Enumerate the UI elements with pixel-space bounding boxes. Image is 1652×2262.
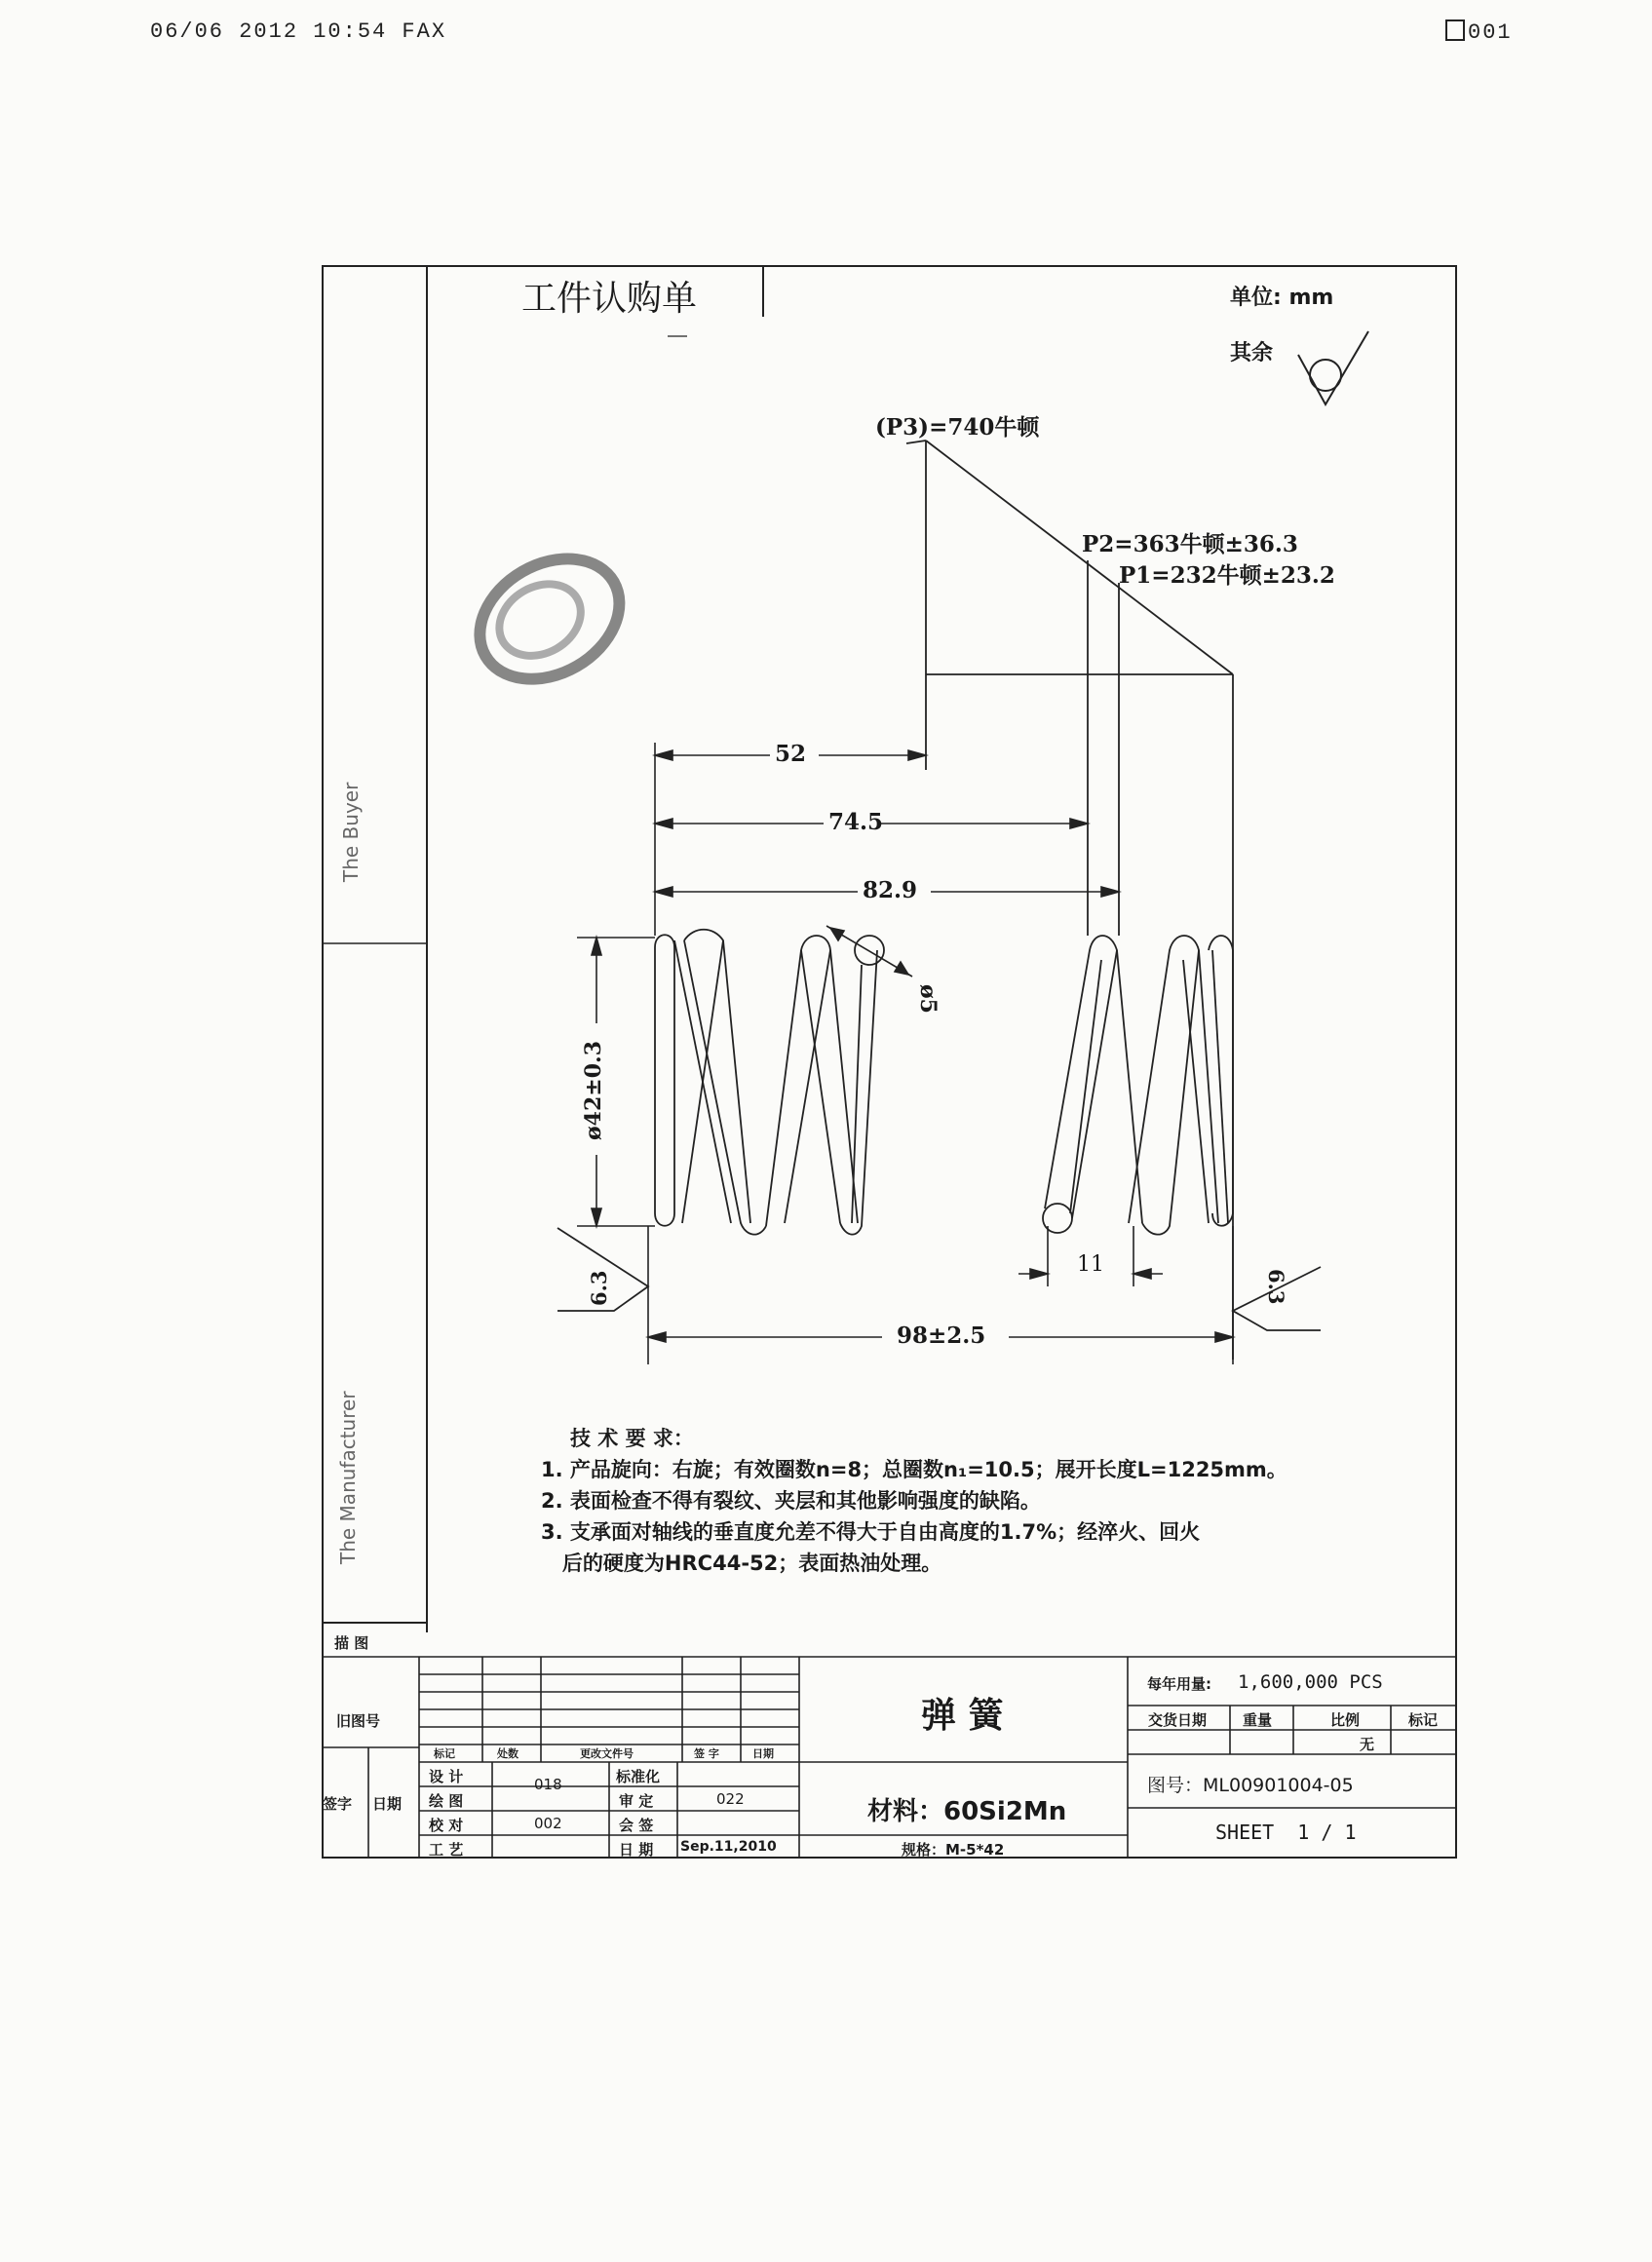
spring-right-section: [1043, 936, 1233, 1235]
roughness-symbol-rest: [1298, 331, 1368, 404]
tb-rev-header: 更改文件号: [580, 1747, 634, 1760]
dim-pitch: 11: [1077, 1252, 1104, 1277]
tech-requirement-item: 2. 表面检查不得有裂纹、夹层和其他影响强度的缺陷。: [541, 1489, 1041, 1513]
roughness-symbol-ends: [557, 1228, 1321, 1330]
dim-wire: ø5: [915, 984, 941, 1014]
tb-row-value: 002: [534, 1815, 562, 1832]
tech-requirement-item: 3. 支承面对轴线的垂直度允差不得大于自由高度的1.7%；经淬火、回火: [541, 1520, 1201, 1544]
tb-row-label2: 审 定: [619, 1792, 654, 1810]
tb-rev-header: 处数: [497, 1747, 519, 1760]
tb-rev-header: 签 字: [694, 1747, 719, 1760]
tb-row-label: 校 对: [429, 1817, 464, 1834]
label-p2: P2=363牛顿±36.3: [1082, 531, 1298, 557]
dim-52: 52: [775, 741, 807, 767]
dim-free-length: 98±2.5: [897, 1323, 986, 1349]
tb-row-value: 018: [534, 1776, 562, 1793]
tb-spec: 规格：M-5*42: [902, 1841, 1005, 1859]
unit-label: 单位: mm: [1230, 286, 1334, 310]
tb-sign: 签字: [323, 1795, 353, 1813]
dimension-lines: [577, 743, 1233, 1364]
tb-info-header: 标记: [1408, 1711, 1439, 1729]
tb-trace: 描 图: [334, 1634, 369, 1652]
tb-sheet: SHEET 1 / 1: [1215, 1821, 1357, 1844]
tb-row-label: 绘 图: [429, 1792, 464, 1810]
tb-material: 材料：60Si2Mn: [867, 1797, 1067, 1826]
tb-date: 日期: [372, 1795, 403, 1813]
tb-annual-qty: 1,600,000 PCS: [1238, 1671, 1383, 1693]
tb-row-value2: Sep.11,2010: [680, 1839, 777, 1855]
roughness-left-value: 6.3: [587, 1270, 611, 1306]
side-label-manufacturer: The Manufacturer: [336, 1391, 360, 1564]
tech-requirements-heading: 技 术 要 求：: [570, 1427, 694, 1450]
tech-requirement-item: 后的硬度为HRC44-52；表面热油处理。: [541, 1552, 942, 1575]
tb-row-value2: 022: [716, 1790, 745, 1808]
roughness-right-value: 6.3: [1264, 1269, 1288, 1305]
tb-row-label: 设 计: [429, 1768, 464, 1785]
label-p3: (P3)=740牛顿: [875, 414, 1040, 441]
fax-header-datetime: 06/06 2012 10:54 FAX: [150, 19, 447, 44]
tb-annual-qty-label: 每年用量:: [1147, 1675, 1211, 1693]
tb-row-label: 工 艺: [429, 1841, 464, 1859]
dim-diameter: ø42±0.3: [581, 1041, 606, 1140]
tb-old-drawing: 旧图号: [336, 1712, 381, 1730]
tb-rev-header: 标记: [434, 1747, 455, 1760]
tb-drawing-no: 图号：ML00901004-05: [1147, 1775, 1354, 1796]
fax-page-no: 001: [1468, 20, 1513, 45]
tb-row-label2: 标准化: [616, 1768, 661, 1785]
tb-part-name: 弹 簧: [921, 1696, 1004, 1736]
tb-row-label2: 会 签: [619, 1817, 654, 1834]
tech-requirements: [541, 1423, 1287, 1579]
side-label-buyer: The Buyer: [339, 782, 363, 882]
dim-82-9: 82.9: [863, 877, 918, 903]
tb-info-header: 交货日期: [1148, 1711, 1208, 1729]
spring-left-section: [655, 930, 884, 1235]
dim-74-5: 74.5: [828, 809, 884, 835]
tb-info-header: 比例: [1330, 1711, 1361, 1729]
label-p1: P1=232牛顿±23.2: [1119, 562, 1335, 589]
surface-rest-label: 其余: [1230, 341, 1274, 365]
tb-info-header: 重量: [1243, 1711, 1273, 1729]
tech-requirement-item: 1. 产品旋向：右旋；有效圈数n=8；总圈数n₁=10.5；展开长度L=1225mm。: [541, 1458, 1287, 1481]
tb-rev-header: 日期: [752, 1747, 774, 1760]
tb-ratio: 无: [1360, 1736, 1375, 1753]
form-title: 工件认购单: [521, 279, 698, 319]
tb-row-label2: 日 期: [619, 1841, 654, 1859]
